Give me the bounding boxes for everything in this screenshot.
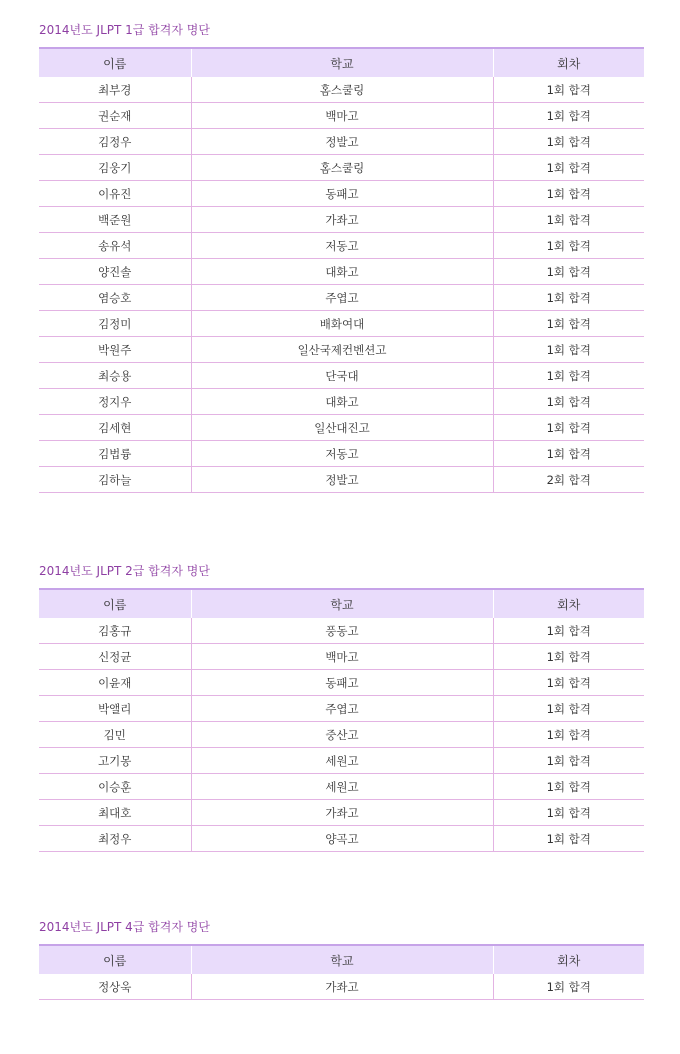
cell-round: 1회 합격 xyxy=(493,155,644,181)
cell-name: 송유석 xyxy=(39,233,191,259)
cell-name: 최승용 xyxy=(39,363,191,389)
cell-school: 동패고 xyxy=(191,670,493,696)
cell-school: 주엽고 xyxy=(191,696,493,722)
cell-name: 김정미 xyxy=(39,311,191,337)
cell-round: 1회 합격 xyxy=(493,441,644,467)
cell-round: 1회 합격 xyxy=(493,233,644,259)
cell-name: 고기몽 xyxy=(39,748,191,774)
cell-name: 이윤재 xyxy=(39,670,191,696)
cell-round: 2회 합격 xyxy=(493,467,644,493)
cell-round: 1회 합격 xyxy=(493,311,644,337)
cell-name: 염승호 xyxy=(39,285,191,311)
cell-name: 김홍규 xyxy=(39,618,191,644)
cell-name: 김하늘 xyxy=(39,467,191,493)
table-row xyxy=(39,974,644,1000)
table-row xyxy=(39,644,644,670)
cell-round: 1회 합격 xyxy=(493,722,644,748)
cell-round: 1회 합격 xyxy=(493,103,644,129)
cell-school: 주엽고 xyxy=(191,285,493,311)
cell-round: 1회 합격 xyxy=(493,618,644,644)
table-row xyxy=(39,389,644,415)
cell-school: 단국대 xyxy=(191,363,493,389)
section-title: 2014년도 JLPT 2급 합격자 명단 xyxy=(39,564,210,578)
cell-name: 김민 xyxy=(39,722,191,748)
cell-round: 1회 합격 xyxy=(493,415,644,441)
table-row xyxy=(39,800,644,826)
table-row xyxy=(39,415,644,441)
jlpt-level2-section xyxy=(39,562,644,852)
cell-round: 1회 합격 xyxy=(493,77,644,103)
cell-school: 가좌고 xyxy=(191,974,493,1000)
jlpt-level1-section xyxy=(39,21,644,493)
cell-school: 가좌고 xyxy=(191,800,493,826)
cell-school: 배화여대 xyxy=(191,311,493,337)
cell-school: 대화고 xyxy=(191,259,493,285)
cell-name: 박앨리 xyxy=(39,696,191,722)
cell-name: 김웅기 xyxy=(39,155,191,181)
cell-round: 1회 합격 xyxy=(493,696,644,722)
cell-school: 가좌고 xyxy=(191,207,493,233)
cell-school: 세원고 xyxy=(191,748,493,774)
table-row xyxy=(39,285,644,311)
column-header-school: 학교 xyxy=(191,589,493,618)
cell-round: 1회 합격 xyxy=(493,974,644,1000)
cell-school: 백마고 xyxy=(191,103,493,129)
cell-round: 1회 합격 xyxy=(493,389,644,415)
cell-school: 양곡고 xyxy=(191,826,493,852)
table-row xyxy=(39,826,644,852)
table-row xyxy=(39,259,644,285)
table-row xyxy=(39,311,644,337)
cell-round: 1회 합격 xyxy=(493,774,644,800)
results-table xyxy=(39,588,644,852)
cell-name: 양진솔 xyxy=(39,259,191,285)
table-row xyxy=(39,618,644,644)
table-row xyxy=(39,441,644,467)
table-row xyxy=(39,207,644,233)
column-header-name: 이름 xyxy=(39,48,191,77)
jlpt-level4-section xyxy=(39,918,644,1000)
column-header-name: 이름 xyxy=(39,589,191,618)
cell-school: 저동고 xyxy=(191,441,493,467)
cell-name: 이승훈 xyxy=(39,774,191,800)
cell-name: 최부경 xyxy=(39,77,191,103)
cell-name: 최대호 xyxy=(39,800,191,826)
table-row xyxy=(39,363,644,389)
cell-school: 홈스쿨링 xyxy=(191,77,493,103)
table-row xyxy=(39,748,644,774)
table-row xyxy=(39,233,644,259)
cell-name: 정상욱 xyxy=(39,974,191,1000)
cell-school: 정발고 xyxy=(191,129,493,155)
results-table xyxy=(39,47,644,493)
cell-round: 1회 합격 xyxy=(493,259,644,285)
results-table xyxy=(39,944,644,1000)
cell-name: 최정우 xyxy=(39,826,191,852)
cell-school: 세원고 xyxy=(191,774,493,800)
cell-school: 홈스쿨링 xyxy=(191,155,493,181)
cell-name: 정지우 xyxy=(39,389,191,415)
cell-name: 김법륭 xyxy=(39,441,191,467)
column-header-school: 학교 xyxy=(191,945,493,974)
cell-school: 중산고 xyxy=(191,722,493,748)
table-row xyxy=(39,774,644,800)
cell-round: 1회 합격 xyxy=(493,670,644,696)
cell-school: 대화고 xyxy=(191,389,493,415)
cell-round: 1회 합격 xyxy=(493,826,644,852)
column-header-round: 회차 xyxy=(493,589,644,618)
table-row xyxy=(39,670,644,696)
cell-school: 저동고 xyxy=(191,233,493,259)
cell-round: 1회 합격 xyxy=(493,644,644,670)
cell-school: 정발고 xyxy=(191,467,493,493)
table-row xyxy=(39,181,644,207)
column-header-round: 회차 xyxy=(493,945,644,974)
cell-round: 1회 합격 xyxy=(493,129,644,155)
cell-school: 일산국제컨벤션고 xyxy=(191,337,493,363)
table-row xyxy=(39,722,644,748)
column-header-name: 이름 xyxy=(39,945,191,974)
cell-school: 동패고 xyxy=(191,181,493,207)
section-title: 2014년도 JLPT 1급 합격자 명단 xyxy=(39,23,210,37)
cell-name: 김정우 xyxy=(39,129,191,155)
table-row xyxy=(39,77,644,103)
section-title: 2014년도 JLPT 4급 합격자 명단 xyxy=(39,920,210,934)
table-row xyxy=(39,696,644,722)
cell-school: 풍동고 xyxy=(191,618,493,644)
cell-round: 1회 합격 xyxy=(493,207,644,233)
cell-name: 박원주 xyxy=(39,337,191,363)
table-row xyxy=(39,103,644,129)
table-row xyxy=(39,129,644,155)
cell-round: 1회 합격 xyxy=(493,337,644,363)
column-header-round: 회차 xyxy=(493,48,644,77)
cell-round: 1회 합격 xyxy=(493,181,644,207)
cell-name: 김세현 xyxy=(39,415,191,441)
cell-school: 백마고 xyxy=(191,644,493,670)
cell-round: 1회 합격 xyxy=(493,363,644,389)
table-header-row xyxy=(39,48,644,77)
table-row xyxy=(39,155,644,181)
column-header-school: 학교 xyxy=(191,48,493,77)
cell-name: 신정균 xyxy=(39,644,191,670)
cell-school: 일산대진고 xyxy=(191,415,493,441)
cell-round: 1회 합격 xyxy=(493,800,644,826)
table-row xyxy=(39,467,644,493)
cell-round: 1회 합격 xyxy=(493,748,644,774)
cell-name: 백준원 xyxy=(39,207,191,233)
table-row xyxy=(39,337,644,363)
cell-name: 이유진 xyxy=(39,181,191,207)
table-header-row xyxy=(39,589,644,618)
table-header-row xyxy=(39,945,644,974)
cell-round: 1회 합격 xyxy=(493,285,644,311)
cell-name: 권순재 xyxy=(39,103,191,129)
